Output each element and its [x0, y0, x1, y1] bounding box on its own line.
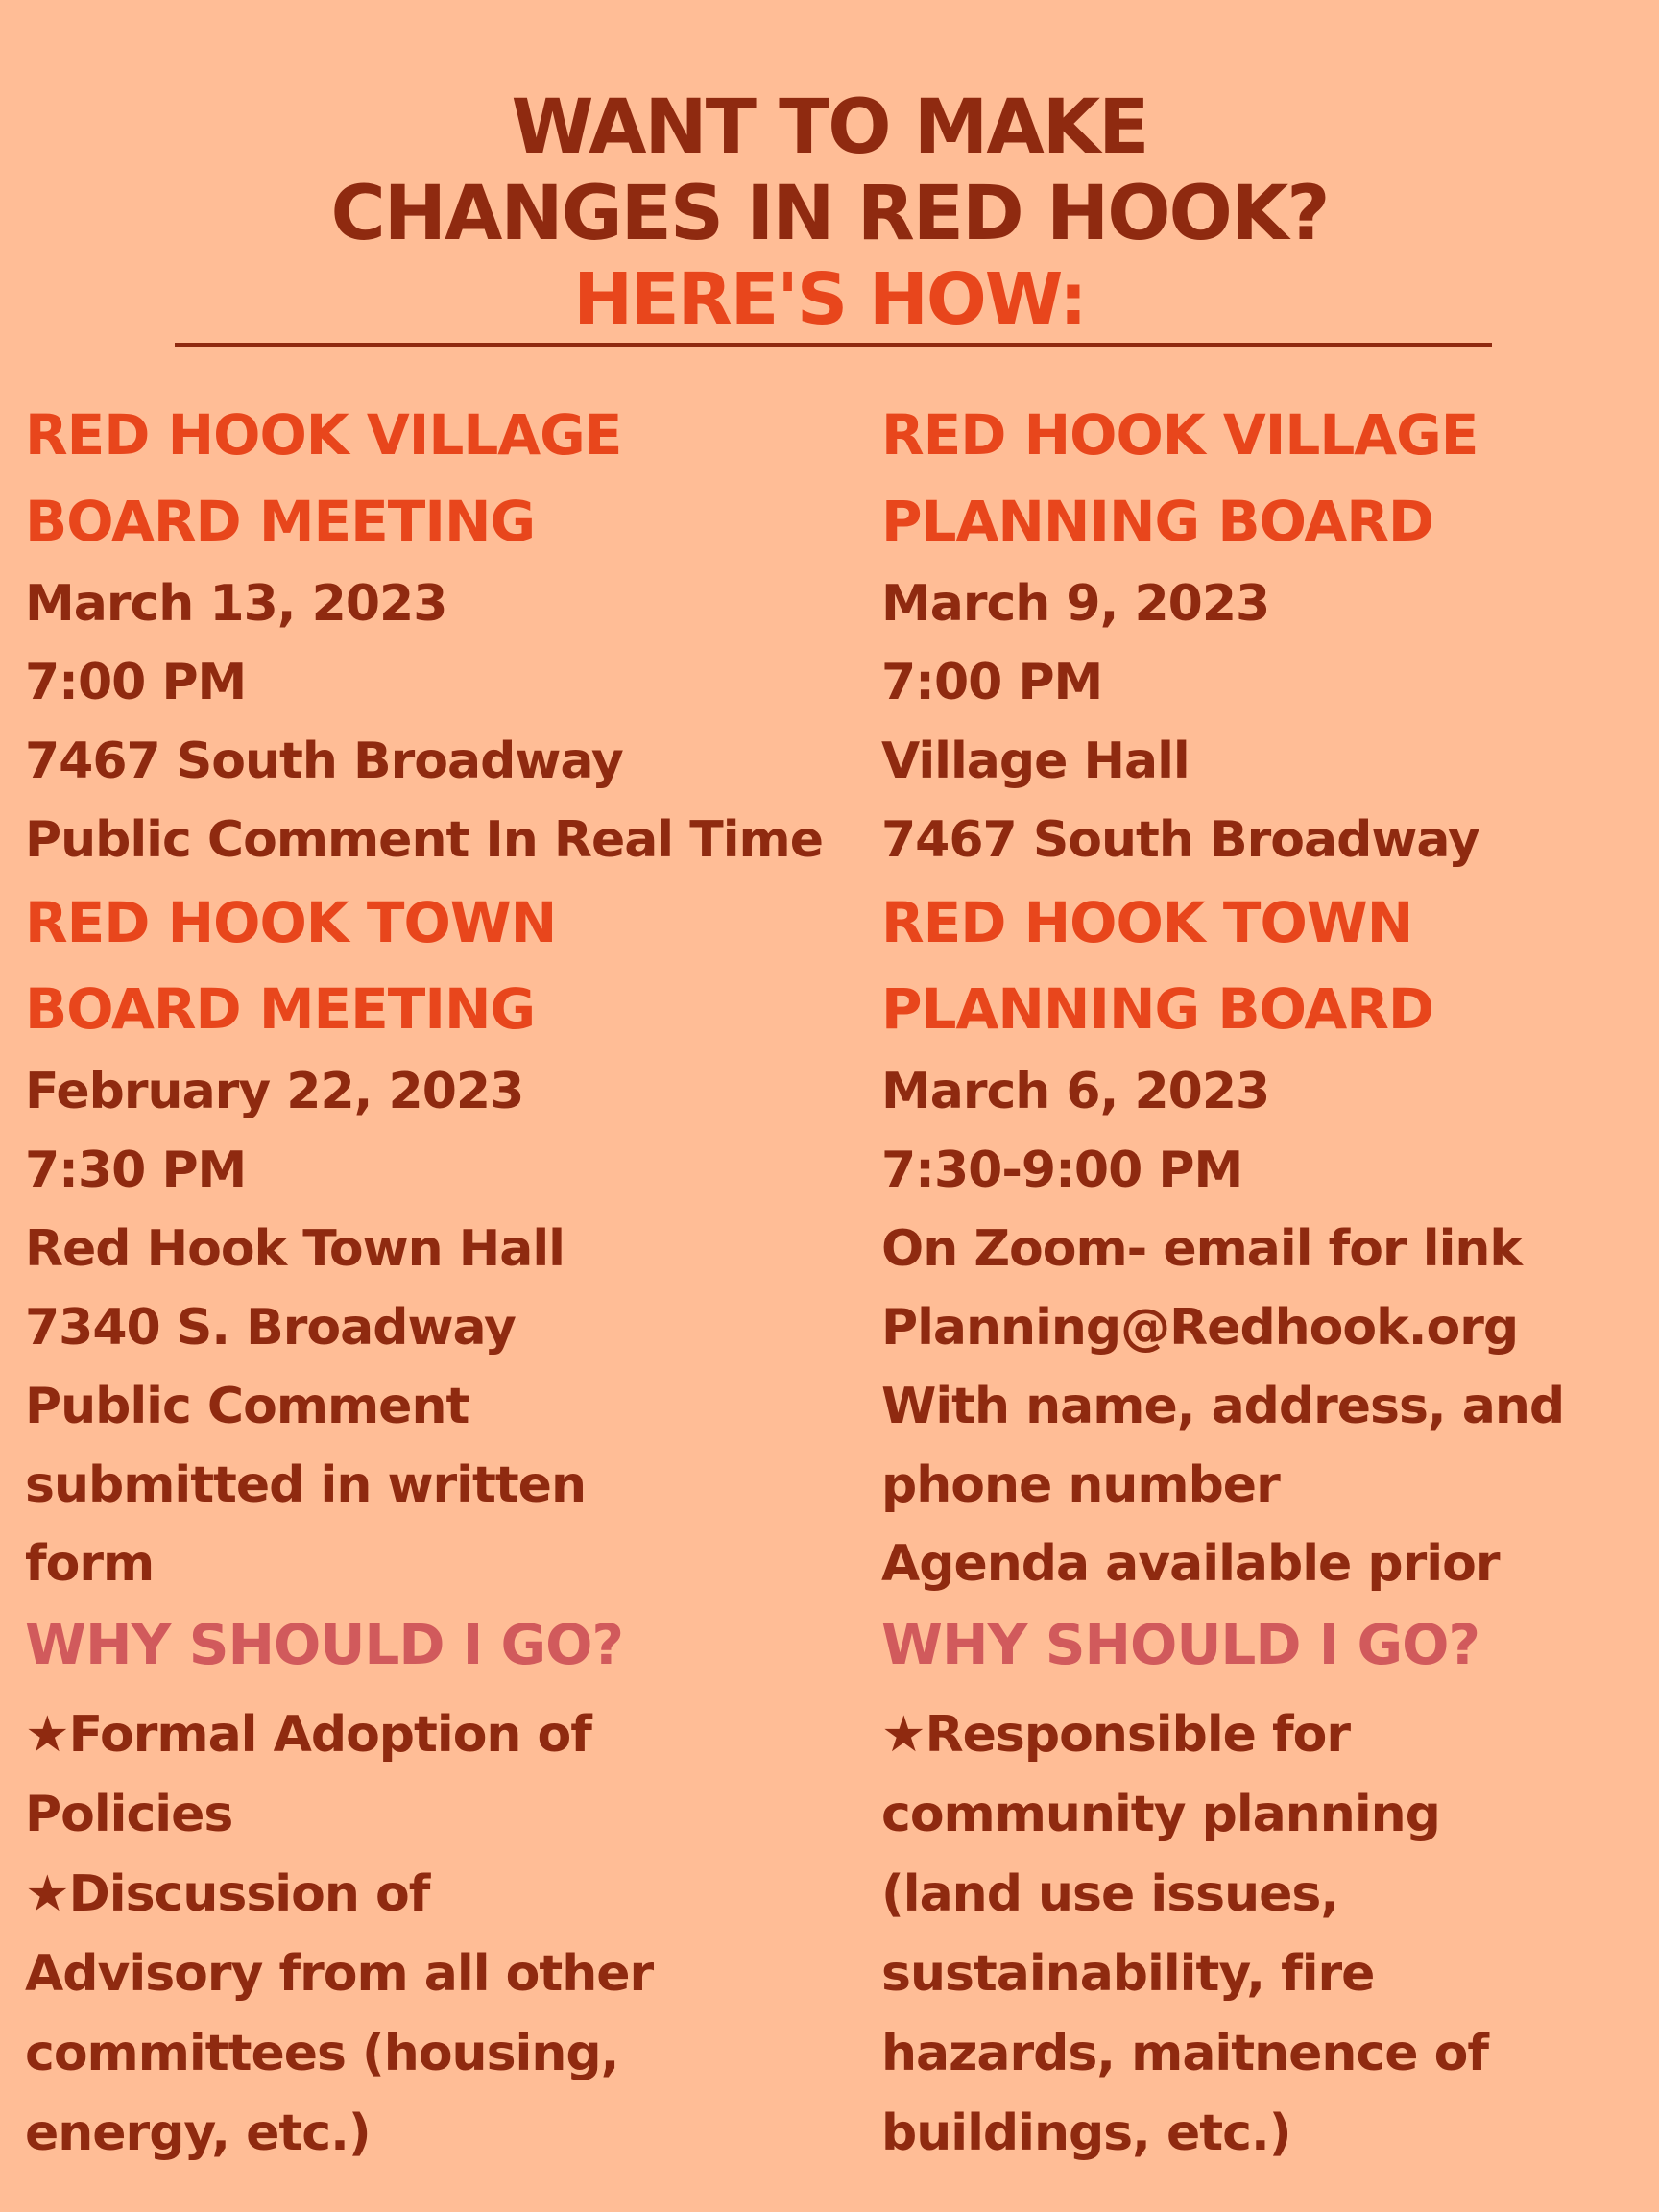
header-line-2: CHANGES IN RED HOOK? [330, 171, 1329, 257]
meeting-note: form [25, 1535, 155, 1593]
meeting-note: Agenda available prior [881, 1535, 1500, 1593]
header-divider [175, 343, 1492, 347]
section-title: RED HOOK TOWN BOARD MEETING [25, 890, 557, 1042]
header-line-3: HERE'S HOW: [573, 258, 1086, 341]
meeting-time: 7:30-9:00 PM [881, 1142, 1243, 1199]
meeting-date: February 22, 2023 [25, 1063, 524, 1120]
meeting-address: 7467 South Broadway [25, 733, 623, 790]
section-title: RED HOOK VILLAGE PLANNING BOARD [881, 402, 1479, 554]
meeting-time: 7:30 PM [25, 1142, 247, 1199]
meeting-time: 7:00 PM [881, 654, 1103, 711]
why-heading: WHY SHOULD I GO? [881, 1612, 1480, 1677]
meeting-location: Red Hook Town Hall [25, 1220, 565, 1278]
contact-email: Planning@Redhook.org [881, 1299, 1519, 1357]
section-title: RED HOOK VILLAGE BOARD MEETING [25, 402, 622, 554]
meeting-note: Public Comment In Real Time [25, 811, 823, 869]
meeting-time: 7:00 PM [25, 654, 247, 711]
meeting-date: March 13, 2023 [25, 575, 447, 633]
meeting-note: phone number [881, 1456, 1280, 1514]
why-go-right [881, 1601, 1659, 2174]
meeting-date: March 6, 2023 [881, 1063, 1270, 1120]
meeting-note: With name, address, and [881, 1378, 1565, 1435]
town-board-meeting [25, 879, 870, 1603]
why-heading: WHY SHOULD I GO? [25, 1612, 624, 1677]
why-reasons: ★Formal Adoption of Policies ★Discussion of Advisory from all other committees (housing, energy, etc.) [25, 1706, 654, 2162]
meeting-address: 7467 South Broadway [881, 811, 1479, 869]
section-title: RED HOOK TOWN PLANNING BOARD [881, 890, 1434, 1042]
town-planning-board [881, 879, 1659, 1603]
village-planning-board [881, 392, 1659, 879]
header-line-1: WANT TO MAKE [511, 84, 1148, 171]
why-reasons: ★Responsible for community planning (land use issues, sustainability, fire hazards, maitnence of buildings, etc.) [881, 1706, 1488, 2162]
meeting-location: Village Hall [881, 733, 1190, 790]
meeting-note: submitted in written [25, 1456, 586, 1514]
flyer-header [0, 84, 1659, 342]
village-board-meeting [25, 392, 870, 879]
meeting-date: March 9, 2023 [881, 575, 1270, 633]
meeting-note: Public Comment [25, 1378, 469, 1435]
why-go-left [25, 1601, 870, 2174]
meeting-note: On Zoom- email for link [881, 1220, 1522, 1278]
meeting-address: 7340 S. Broadway [25, 1299, 516, 1357]
